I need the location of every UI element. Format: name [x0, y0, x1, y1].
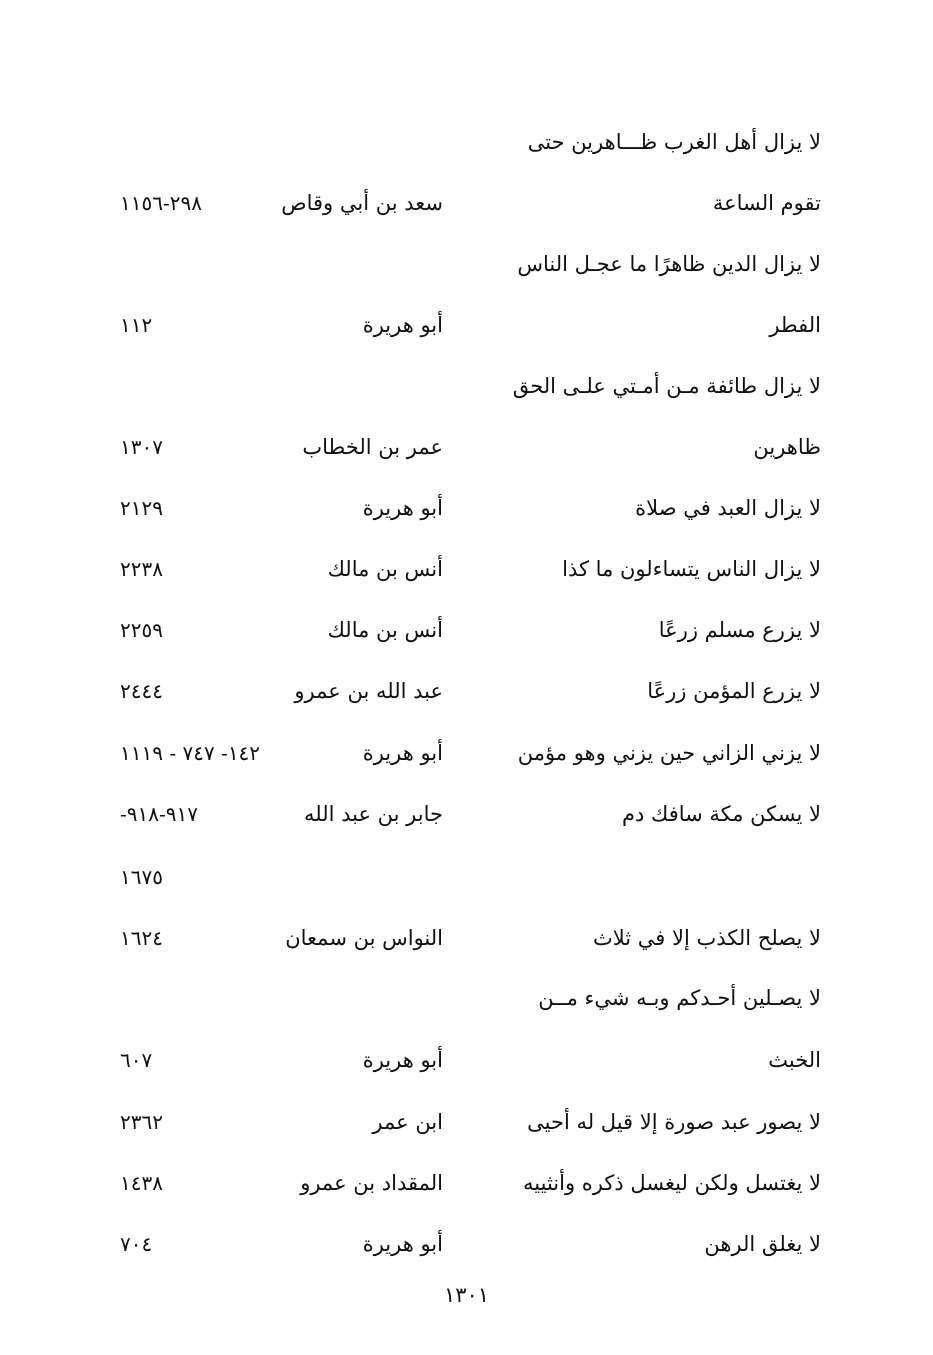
hadith-refs-value: ١١٢: [120, 313, 153, 337]
index-row: [0, 733, 933, 773]
index-row: [0, 183, 933, 223]
hadith-text: لا يزال أهل الغرب ظـــاهرين حتى: [527, 130, 821, 154]
index-row: [0, 488, 933, 528]
narrator-name: أبو هريرة: [362, 1048, 443, 1072]
index-row: [0, 122, 933, 162]
hadith-text: لا يزني الزاني حين يزني وهو مؤمن: [517, 741, 821, 765]
index-row: [0, 1224, 933, 1264]
hadith-refs: [120, 305, 310, 345]
hadith-refs: [120, 671, 310, 711]
index-row: [0, 1040, 933, 1080]
index-row: [0, 427, 933, 467]
index-row: [0, 978, 933, 1018]
hadith-text: الخبث: [768, 1048, 821, 1072]
hadith-refs-value: ١٤٣٨: [120, 1171, 163, 1195]
narrator-name: ابن عمر: [372, 1110, 443, 1134]
hadith-refs-value: ١٣٠٧: [120, 435, 163, 459]
hadith-text: الفطر: [769, 313, 821, 337]
hadith-text: لا يغتسل ولكن ليغسل ذكره وأنثييه: [523, 1171, 821, 1195]
hadith-refs: [120, 427, 310, 467]
hadith-text: لا يغلق الرهن: [704, 1232, 821, 1256]
hadith-refs: [120, 1163, 310, 1203]
index-row: [0, 305, 933, 345]
hadith-text: لا يزال الدين ظاهرًا ما عجـل الناس: [517, 252, 821, 276]
hadith-refs-value: ٢٢٣٨: [120, 557, 163, 581]
narrator-name: أنس بن مالك: [327, 618, 443, 642]
hadith-refs-value: ٧٠٤: [120, 1232, 153, 1256]
hadith-refs-value: ٢١٢٩: [120, 496, 163, 520]
index-row: [0, 918, 933, 958]
index-row: [0, 549, 933, 589]
hadith-text: تقوم الساعة: [712, 191, 821, 215]
index-row: [0, 857, 933, 897]
hadith-refs: [120, 918, 310, 958]
hadith-text: لا يصـلين أحـدكم وبـه شيء مــن: [538, 986, 821, 1010]
hadith-refs-value: ٢٣٦٢: [120, 1110, 163, 1134]
hadith-text: لا يزال الناس يتساءلون ما كذا: [562, 557, 821, 581]
hadith-text: لا يزرع مسلم زرعًا: [658, 618, 821, 642]
hadith-refs-value: ٢٩٨-١١٥٦: [120, 191, 202, 215]
hadith-text: لا يزرع المؤمن زرعًا: [647, 679, 821, 703]
index-row: [0, 366, 933, 406]
hadith-refs-value: ٢٤٤٤: [120, 679, 163, 703]
narrator-name: أبو هريرة: [362, 313, 443, 337]
index-row: [0, 610, 933, 650]
narrator-name: جابر بن عبد الله: [303, 802, 443, 826]
narrator-name: أنس بن مالك: [327, 557, 443, 581]
hadith-refs: [120, 610, 310, 650]
index-row: [0, 671, 933, 711]
hadith-text: لا يزال طائفة مـن أمـتي علـى الحق: [512, 374, 821, 398]
hadith-text: لا يسكن مكة سافك دم: [621, 802, 821, 826]
index-row: [0, 794, 933, 834]
hadith-refs-value: ٦٠٧: [120, 1048, 153, 1072]
narrator-name: أبو هريرة: [362, 1232, 443, 1256]
index-row: [0, 1102, 933, 1142]
hadith-refs: [120, 1224, 310, 1264]
hadith-refs-value: ١٦٢٤: [120, 926, 163, 950]
page-number: ١٣٠١: [443, 1283, 490, 1307]
hadith-refs: [120, 733, 310, 773]
hadith-text: لا يزال العبد في صلاة: [635, 496, 821, 520]
hadith-refs: [120, 549, 310, 589]
narrator-name: عمر بن الخطاب: [302, 435, 443, 459]
narrator-name: عبد الله بن عمرو: [294, 679, 443, 703]
hadith-refs-value: ٢٢٥٩: [120, 618, 163, 642]
hadith-text: لا يصلح الكذب إلا في ثلاث: [592, 926, 821, 950]
hadith-refs: [120, 1102, 310, 1142]
narrator-name: أبو هريرة: [362, 741, 443, 765]
hadith-refs: [120, 857, 310, 897]
narrator-name: المقداد بن عمرو: [300, 1171, 443, 1195]
hadith-refs: [120, 488, 310, 528]
narrator-name: النواس بن سمعان: [285, 926, 443, 950]
index-row: [0, 1163, 933, 1203]
hadith-refs-value: ١٤٢- ٧٤٧ - ١١١٩: [120, 741, 261, 765]
index-row: [0, 244, 933, 284]
hadith-text: ظاهرين: [753, 435, 821, 459]
hadith-refs-value: ٩١٧-٩١٨-: [120, 802, 198, 826]
hadith-refs: [120, 1040, 310, 1080]
narrator-name: سعد بن أبي وقاص: [281, 191, 443, 215]
hadith-text: لا يصور عبد صورة إلا قيل له أحيى: [527, 1110, 821, 1134]
narrator-name: أبو هريرة: [362, 496, 443, 520]
hadith-refs-value: ١٦٧٥: [120, 865, 163, 889]
hadith-refs: [120, 794, 310, 834]
hadith-refs: [120, 183, 310, 223]
